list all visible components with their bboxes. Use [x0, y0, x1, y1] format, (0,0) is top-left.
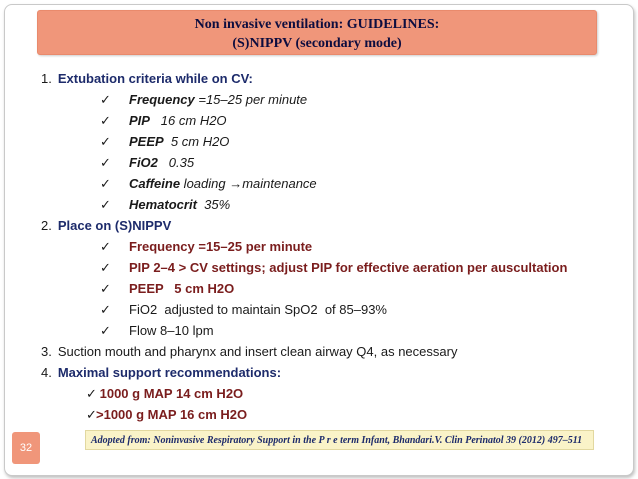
checkmark-icon: ✓ — [100, 134, 111, 149]
list-item: ✓ FiO2 adjusted to maintain SpO2 of 85–93% — [41, 299, 626, 320]
checkmark-icon: ✓ — [100, 281, 111, 296]
list-item: ✓ FiO2 0.35 — [41, 152, 626, 173]
citation-box: Adopted from: Noninvasive Respiratory Support in the P r e term Infant, Bhandari.V. Clin Perinatol 39 (2012) 497–511 — [85, 430, 594, 450]
section-2-heading: 2. Place on (S)NIPPV — [41, 218, 172, 233]
list-item: ✓ Caffeine loading →maintenance — [41, 173, 626, 194]
list-item: ✓ PEEP 5 cm H2O — [41, 278, 626, 299]
list-item: ✓ PIP 2–4 > CV settings; adjust PIP for effective aeration per auscultation — [41, 257, 626, 278]
checkmark-icon: ✓ — [100, 323, 111, 338]
checkmark-icon: ✓ — [100, 92, 111, 107]
checkmark-icon: ✓ — [86, 386, 97, 401]
list-item: ✓ PIP 16 cm H2O — [41, 110, 626, 131]
checkmark-icon: ✓ — [100, 302, 111, 317]
title-line-1: Non invasive ventilation: GUIDELINES: — [194, 17, 440, 32]
title-line-2: (S)NIPPV (secondary mode) — [232, 36, 402, 51]
list-item: ✓ Frequency =15–25 per minute — [41, 89, 626, 110]
checkmark-icon: ✓ — [100, 260, 111, 275]
guideline-list — [41, 68, 626, 425]
list-item: ✓ Frequency =15–25 per minute — [41, 236, 626, 257]
checkmark-icon: ✓ — [100, 197, 111, 212]
list-item: ✓>1000 g MAP 16 cm H2O — [41, 404, 626, 425]
checkmark-icon: ✓ — [100, 176, 111, 191]
list-item: ✓ Flow 8–10 lpm — [41, 320, 626, 341]
page-number: 32 — [12, 432, 40, 464]
checkmark-icon: ✓ — [100, 239, 111, 254]
list-item: ✓ 1000 g MAP 14 cm H2O — [41, 383, 626, 404]
section-3-heading: 3. Suction mouth and pharynx and insert clean airway Q4, as necessary — [41, 344, 458, 359]
section-4-heading: 4. Maximal support recommendations: — [41, 365, 282, 380]
checkmark-icon: ✓ — [100, 113, 111, 128]
checkmark-icon: ✓ — [86, 407, 97, 422]
list-item: ✓ Hematocrit 35% — [41, 194, 626, 215]
slide-title — [37, 10, 597, 55]
section-1-heading: 1. Extubation criteria while on CV: — [41, 71, 253, 86]
list-item: ✓ PEEP 5 cm H2O — [41, 131, 626, 152]
checkmark-icon: ✓ — [100, 155, 111, 170]
